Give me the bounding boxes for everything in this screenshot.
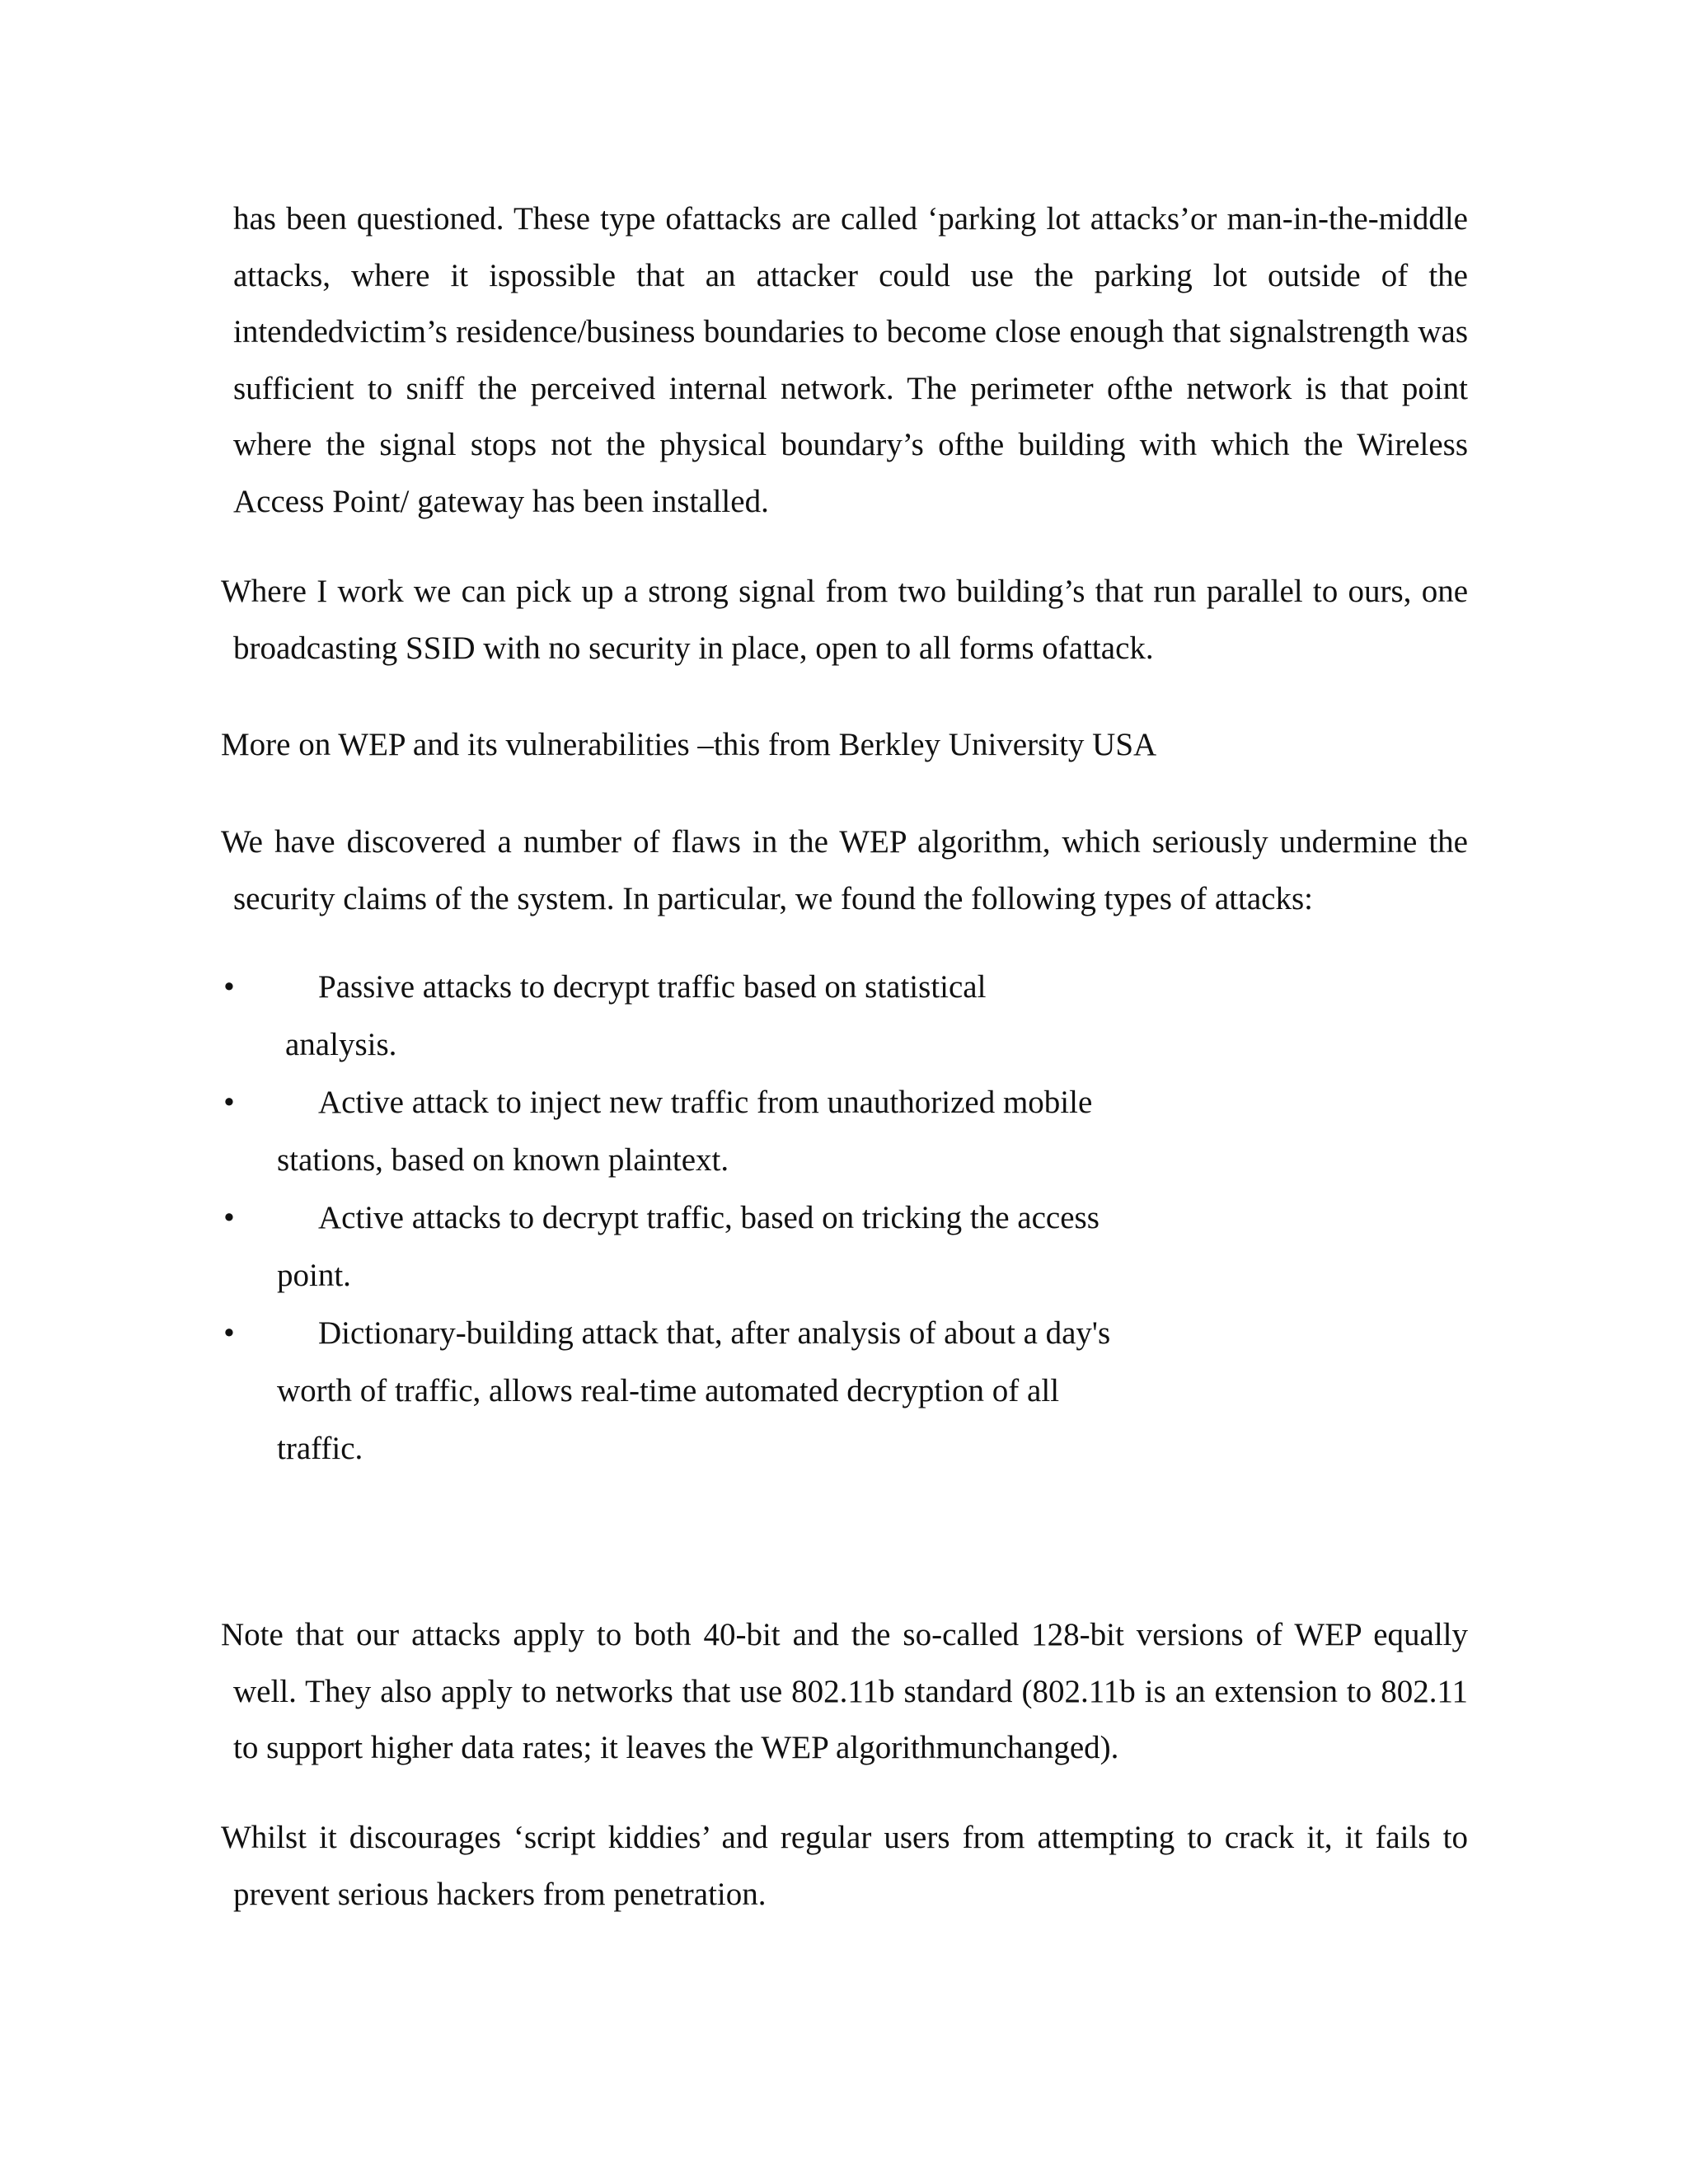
list-item <box>221 1305 1142 1478</box>
attack-list <box>221 958 1169 1478</box>
bullet-icon: • <box>223 1315 235 1351</box>
list-item-text: Active attack to inject new traffic from unauthorized mobile stations, based on known plaintext. <box>277 1085 1093 1178</box>
paragraph-workplace-signal: Where I work we can pick up a strong signal from two building’s that run parallel to ours, one broadcasting SSID with no security in place, open to all forms ofattack. <box>221 574 1468 666</box>
list-item <box>221 1189 1118 1305</box>
paragraph-wep-versions: Note that our attacks apply to both 40-bit and the so-called 128-bit versions of WEP equally well. They also apply to networks that use 802.11b standard (802.11b is an extension to 802.11 to support higher data rates; it leaves the WEP algorithmunchanged). <box>221 1617 1468 1765</box>
bullet-icon: • <box>223 1085 235 1120</box>
paragraph-wep-heading: More on WEP and its vulnerabilities –this from Berkley University USA <box>221 727 1157 762</box>
list-item-text: Active attacks to decrypt traffic, based on tricking the access point. <box>277 1200 1100 1293</box>
bullet-icon: • <box>223 1200 235 1235</box>
list-item <box>221 958 1101 1074</box>
paragraph-script-kiddies: Whilst it discourages ‘script kiddies’ and regular users from attempting to crack it, it fails to prevent serious hackers from penetration. <box>221 1820 1468 1912</box>
list-item-text: Dictionary-building attack that, after analysis of about a day's worth of traffic, allows real-time automated decryption of all traffic. <box>277 1315 1111 1466</box>
list-item <box>221 1074 1200 1189</box>
bullet-icon: • <box>223 969 235 1005</box>
paragraph-wep-flaws: We have discovered a number of flaws in the WEP algorithm, which seriously undermine the security claims of the system. In particular, we found the following types of attacks: <box>221 824 1468 916</box>
list-item-text: Passive attacks to decrypt traffic based on statistical analysis. <box>285 969 987 1062</box>
paragraph-parking-lot-attacks: has been questioned. These type ofattacks are called ‘parking lot attacks’or man-in-the-middle attacks, where it ispossible that an attacker could use the parking lot outside of the intendedvictim’s residence/business boundaries to become close enough that signalstrength was sufficient to sniff the perceived internal network. The perimeter ofthe network is that point where the signal stops not the physical boundary’s ofthe building with which the Wireless Access Point/ gateway has been installed. <box>233 201 1468 519</box>
